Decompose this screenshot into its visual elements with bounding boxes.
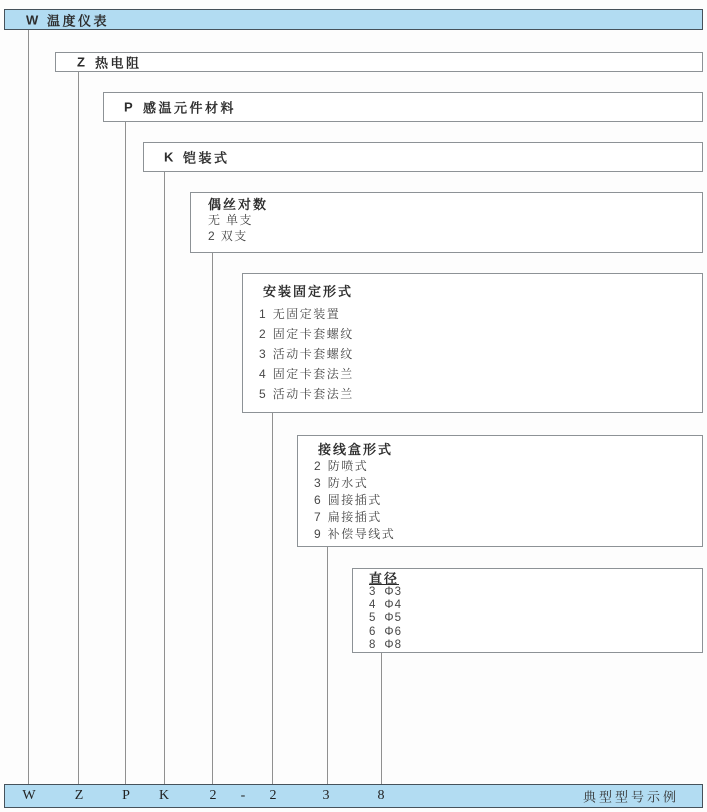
option-item-label: 固定卡套螺纹 — [272, 327, 354, 341]
option-item-label: 固定卡套法兰 — [272, 367, 354, 381]
option-item-code: 6 — [369, 625, 376, 638]
series-label: 温度仪表 — [47, 13, 110, 28]
option-item-label: Φ5 — [384, 612, 402, 625]
level-box-armored — [143, 142, 703, 172]
option-item-code: 6 — [314, 493, 321, 507]
option-item-label: Φ3 — [384, 586, 402, 598]
option-item-label: 圆接插式 — [327, 493, 382, 507]
option-title: 偶丝对数 — [208, 197, 269, 212]
connector-line-wire-pairs — [212, 252, 213, 784]
connector-line-junction-box — [327, 546, 328, 784]
option-item-code: 5 — [259, 387, 266, 401]
level-code: K — [164, 149, 175, 165]
model-code-bar — [4, 784, 703, 808]
model-code-char-3: 3 — [322, 788, 330, 803]
option-item — [369, 599, 702, 612]
option-item-label: 双支 — [220, 228, 248, 243]
connector-line-p — [125, 121, 126, 784]
option-item-label: 活动卡套法兰 — [272, 387, 354, 401]
option-item — [259, 364, 702, 384]
option-item-label: 无固定装置 — [272, 307, 341, 321]
option-item-code: 3 — [369, 586, 376, 598]
option-box-junction-box-type — [297, 435, 703, 547]
level-code: Z — [77, 54, 86, 70]
option-title: 接线盒形式 — [318, 442, 394, 457]
option-item-code: 4 — [369, 599, 376, 612]
option-item-code: 无 — [208, 213, 221, 227]
option-item — [208, 213, 702, 229]
option-box-diameter — [352, 568, 703, 653]
option-item-label: 补偿导线式 — [327, 527, 396, 541]
model-code-char-2b: 2 — [269, 788, 277, 803]
option-item-code: 8 — [369, 638, 376, 651]
option-item-label: 防喷式 — [327, 459, 369, 473]
option-item-code: 3 — [314, 476, 321, 490]
option-item-code: 7 — [314, 510, 321, 524]
level-box-sensor-material — [103, 92, 703, 122]
level-code: P — [124, 99, 134, 115]
level-label: 铠装式 — [183, 150, 230, 166]
option-item — [369, 626, 702, 639]
option-item — [259, 384, 702, 404]
connector-line-mounting — [272, 412, 273, 784]
option-item — [314, 509, 702, 526]
option-item — [259, 324, 702, 344]
option-item — [314, 526, 702, 543]
option-item-code: 5 — [369, 612, 376, 625]
series-bar — [4, 9, 703, 30]
model-code-caption: 典型型号示例 — [583, 789, 680, 805]
option-item — [314, 492, 702, 509]
connector-line-w — [28, 29, 29, 784]
option-box-wire-pairs — [190, 192, 703, 253]
option-item-code: 2 — [208, 228, 215, 243]
connector-line-k — [164, 171, 165, 784]
option-item — [259, 304, 702, 324]
option-box-mounting-type — [242, 273, 703, 413]
option-item-code: 1 — [259, 307, 266, 321]
option-item-code: 9 — [314, 527, 321, 541]
model-code-char-p: P — [122, 788, 130, 803]
model-code-char-2a: 2 — [209, 788, 217, 803]
option-item-label: Φ4 — [384, 599, 402, 612]
option-item-label: Φ8 — [384, 638, 402, 651]
option-item — [369, 639, 702, 652]
level-label: 热电阻 — [95, 55, 142, 71]
option-item-code: 4 — [259, 367, 266, 381]
option-item-code: 2 — [259, 327, 266, 341]
option-item-label: Φ6 — [384, 625, 402, 638]
option-item-label: 防水式 — [327, 476, 369, 490]
connector-line-z — [78, 72, 79, 784]
level-box-thermal-resistance — [55, 52, 703, 72]
option-item-label: 活动卡套螺纹 — [272, 347, 354, 361]
model-code-char-w: W — [22, 788, 36, 803]
option-item-code: 2 — [314, 459, 321, 473]
option-item-label: 单支 — [226, 213, 254, 227]
option-item — [208, 229, 702, 245]
option-item — [314, 458, 702, 475]
model-code-char-8: 8 — [377, 788, 385, 803]
option-item — [369, 612, 702, 625]
option-title: 安装固定形式 — [263, 284, 354, 299]
model-code-char-k: K — [158, 788, 170, 803]
option-item — [314, 475, 702, 492]
option-item-code: 3 — [259, 347, 266, 361]
option-item-label: 扁接插式 — [327, 510, 382, 524]
level-label: 感温元件材料 — [143, 100, 237, 116]
model-code-char-z: Z — [74, 788, 84, 803]
option-item — [259, 344, 702, 364]
option-title: 直径 — [369, 571, 400, 586]
connector-line-diameter — [381, 652, 382, 784]
series-code: W — [26, 12, 40, 27]
model-code-char-dash: - — [240, 788, 246, 803]
option-item — [369, 586, 702, 599]
